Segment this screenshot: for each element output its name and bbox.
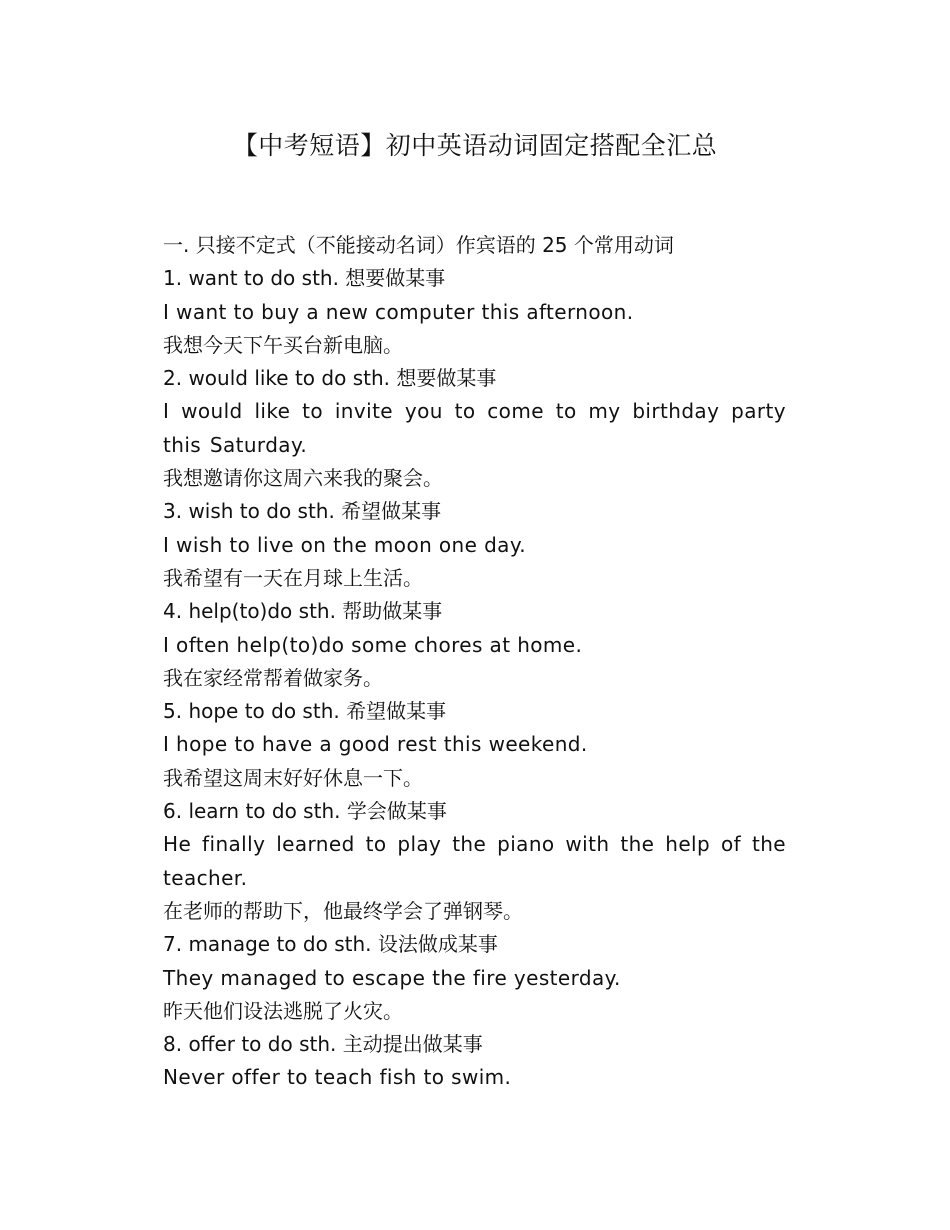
- phrase-line: 6. learn to do sth. 学会做某事: [163, 799, 447, 824]
- phrase-line: 4. help(to)do sth. 帮助做某事: [163, 599, 443, 624]
- phrase-line: 2. would like to do sth. 想要做某事: [163, 366, 497, 391]
- section-heading: 一. 只接不定式（不能接动名词）作宾语的 25 个常用动词: [163, 233, 674, 257]
- document-title: 【中考短语】初中英语动词固定搭配全汇总: [232, 131, 718, 160]
- example-english: I want to buy a new computer this afternoon.: [163, 299, 634, 324]
- example-english: I would like to invite you to come to my birthday party this Saturday.: [163, 399, 786, 457]
- example-english: I often help(to)do some chores at home.: [163, 632, 583, 657]
- example-chinese: 在老师的帮助下，他最终学会了弹钢琴。: [163, 898, 523, 923]
- example-chinese: 我想邀请你这周六来我的聚会。: [163, 466, 443, 491]
- example-english: They managed to escape the fire yesterday.: [163, 965, 621, 990]
- phrase-line: 1. want to do sth. 想要做某事: [163, 266, 446, 291]
- example-chinese: 昨天他们设法逃脱了火灾。: [163, 998, 403, 1023]
- phrase-line: 7. manage to do sth. 设法做成某事: [163, 932, 498, 957]
- example-english: Never offer to teach fish to swim.: [163, 1065, 512, 1090]
- example-chinese: 我想今天下午买台新电脑。: [163, 332, 403, 357]
- example-english: I wish to live on the moon one day.: [163, 532, 526, 557]
- phrase-line: 8. offer to do sth. 主动提出做某事: [163, 1032, 483, 1057]
- phrase-line: 3. wish to do sth. 希望做某事: [163, 499, 442, 524]
- example-chinese: 我在家经常帮着做家务。: [163, 665, 383, 690]
- phrase-line: 5. hope to do sth. 希望做某事: [163, 699, 447, 724]
- example-chinese: 我希望这周末好好休息一下。: [163, 765, 423, 790]
- example-english: I hope to have a good rest this weekend.: [163, 732, 588, 757]
- example-english: He finally learned to play the piano with the help of the teacher.: [163, 832, 786, 890]
- example-chinese: 我希望有一天在月球上生活。: [163, 565, 423, 590]
- document-body: [163, 229, 786, 1095]
